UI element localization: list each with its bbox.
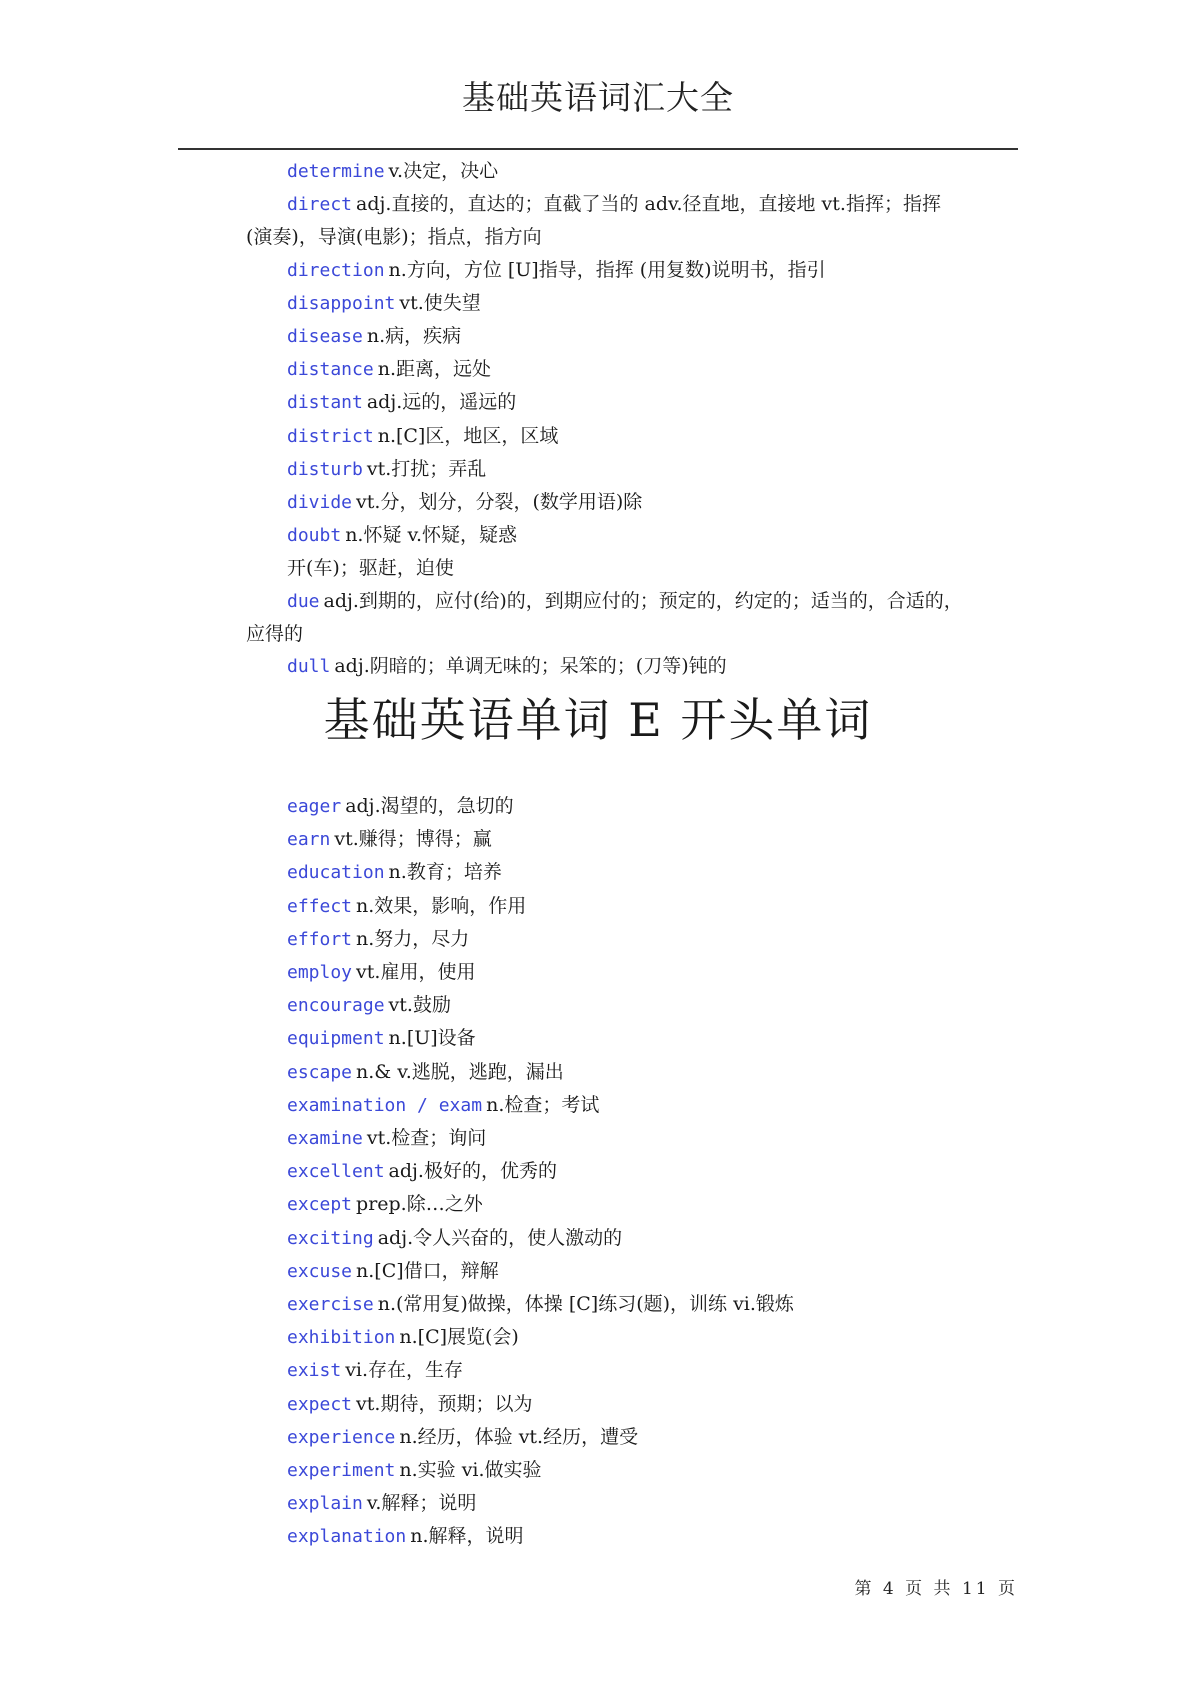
vocab-entry — [246, 1188, 966, 1221]
vocab-definition: vt.分，划分，分裂，(数学用语)除 — [356, 491, 643, 514]
vocab-word: disturb — [287, 458, 363, 480]
vocab-entry — [246, 453, 966, 486]
vocab-definition: adj.远的，遥远的 — [366, 391, 517, 414]
vocab-word: excellent — [287, 1161, 385, 1183]
vocab-word: disease — [287, 326, 363, 348]
vocab-entry — [246, 923, 966, 956]
vocab-entry — [246, 650, 966, 683]
vocab-definition: vt.打扰；弄乱 — [366, 457, 487, 480]
vocab-entry — [246, 552, 966, 584]
vocab-entry — [246, 956, 966, 989]
vocab-definition: n.解释，说明 — [410, 1525, 524, 1548]
page-header-title: 基础英语词汇大全 — [462, 78, 734, 117]
vocab-definition: n.怀疑 v.怀疑，疑惑 — [345, 524, 518, 547]
vocab-definition: 开(车)；驱赶，迫使 — [287, 557, 454, 580]
vocab-word: experience — [287, 1426, 396, 1448]
vocab-entry — [246, 1321, 966, 1354]
vocab-entry — [246, 519, 966, 552]
vocab-word: exist — [287, 1360, 342, 1382]
vocab-definition: vt.鼓励 — [388, 994, 451, 1017]
vocab-entry — [246, 1487, 966, 1520]
vocab-entry — [246, 1421, 966, 1454]
vocab-entry — [246, 155, 966, 188]
vocab-word: district — [287, 425, 374, 447]
vocab-definition: n.[C]借口，辩解 — [356, 1259, 499, 1282]
vocab-definition: n.[U]设备 — [388, 1027, 476, 1050]
vocab-word: employ — [287, 962, 353, 984]
vocab-definition: vt.使失望 — [399, 291, 481, 314]
vocab-entry — [246, 585, 966, 650]
vocab-entry — [246, 420, 966, 453]
vocab-word: doubt — [287, 525, 342, 547]
vocab-entry — [246, 1155, 966, 1188]
vocab-word: excuse — [287, 1260, 353, 1282]
vocab-word: earn — [287, 829, 331, 851]
vocab-entry — [246, 1288, 966, 1321]
vocab-word: effect — [287, 895, 353, 917]
vocab-definition: n.经历，体验 vt.经历，遭受 — [399, 1425, 639, 1448]
vocab-definition: n.效果，影响，作用 — [356, 894, 527, 917]
vocab-definition: n.方向，方位 [U]指导，指挥 (用复数)说明书，指引 — [388, 258, 826, 281]
vocab-entry — [246, 287, 966, 320]
vocab-entry — [246, 386, 966, 419]
vocab-entry — [246, 856, 966, 889]
vocab-word: except — [287, 1194, 353, 1216]
vocab-word: direct — [287, 194, 353, 216]
vocab-entry — [246, 1122, 966, 1155]
section-title: 基础英语单词 E 开头单词 — [323, 693, 873, 747]
vocab-definition: adj.阴暗的；单调无味的；呆笨的；(刀等)钝的 — [334, 655, 727, 678]
vocab-entry — [246, 1354, 966, 1387]
vocab-definition: n.努力，尽力 — [356, 927, 470, 950]
vocab-entry — [246, 254, 966, 287]
vocab-definition: n.[C]展览(会) — [399, 1326, 519, 1349]
vocab-word: eager — [287, 796, 342, 817]
vocab-definition: vt.赚得；博得；赢 — [334, 828, 492, 851]
vocab-definition: v.解释；说明 — [366, 1492, 477, 1515]
vocab-entry — [246, 1022, 966, 1055]
vocab-definition: n.(常用复)做操，体操 [C]练习(题)，训练 vi.锻炼 — [377, 1293, 794, 1316]
vocab-definition: prep.除…之外 — [356, 1193, 483, 1216]
vocab-entry — [246, 1222, 966, 1255]
vocab-word: divide — [287, 492, 353, 514]
vocab-definition: vt.雇用，使用 — [356, 961, 476, 984]
vocab-entry — [246, 188, 966, 253]
vocab-definition: n.实验 vi.做实验 — [399, 1459, 542, 1482]
vocab-entry — [246, 790, 966, 823]
vocab-word: equipment — [287, 1028, 385, 1050]
vocab-word: explain — [287, 1493, 363, 1515]
vocab-word: direction — [287, 259, 385, 281]
vocab-entry — [246, 486, 966, 519]
vocab-definition: adj.到期的，应付(给)的，到期应付的；预定的，约定的；适当的，合适的，应得的 — [246, 589, 963, 645]
vocab-definition: vt.检查；询问 — [366, 1127, 487, 1150]
vocab-word: experiment — [287, 1460, 396, 1482]
vocab-list-d — [246, 155, 966, 683]
vocab-entry — [246, 1454, 966, 1487]
vocab-definition: adj.直接的，直达的；直截了当的 adv.径直地，直接地 vt.指挥；指挥(演奏)，导演(电影)；指点，指方向 — [246, 193, 941, 249]
vocab-word: examination / exam — [287, 1094, 483, 1116]
vocab-word: escape — [287, 1061, 353, 1083]
vocab-word: dull — [287, 656, 331, 678]
vocab-entry — [246, 1520, 966, 1553]
vocab-entry — [246, 1255, 966, 1288]
vocab-entry — [246, 1056, 966, 1089]
vocab-definition: adj.渴望的，急切的 — [345, 795, 514, 817]
vocab-list-e — [246, 790, 966, 1554]
vocab-word: encourage — [287, 995, 385, 1017]
vocab-word: explanation — [287, 1526, 407, 1548]
vocab-entry — [246, 989, 966, 1022]
vocab-word: disappoint — [287, 292, 396, 314]
vocab-definition: n.教育；培养 — [388, 861, 502, 884]
vocab-word: distance — [287, 359, 374, 381]
vocab-entry — [246, 320, 966, 353]
header-divider — [178, 148, 1018, 150]
vocab-definition: vi.存在，生存 — [345, 1359, 464, 1382]
vocab-word: due — [287, 590, 320, 612]
vocab-word: expect — [287, 1393, 353, 1415]
vocab-word: effort — [287, 928, 353, 950]
vocab-definition: v.决定，决心 — [388, 160, 499, 182]
vocab-definition: vt.期待，预期；以为 — [356, 1392, 533, 1415]
vocab-word: education — [287, 862, 385, 884]
vocab-definition: n.距离，远处 — [377, 358, 491, 381]
vocab-word: exciting — [287, 1227, 374, 1249]
vocab-word: distant — [287, 392, 363, 414]
vocab-definition: n.& v.逃脱，逃跑，漏出 — [356, 1060, 564, 1083]
vocab-entry — [246, 890, 966, 923]
vocab-definition: adj.极好的，优秀的 — [388, 1160, 557, 1183]
vocab-word: examine — [287, 1128, 363, 1150]
page-number: 第 4 页 共 11 页 — [854, 1579, 1018, 1599]
vocab-definition: n.检查；考试 — [486, 1093, 600, 1116]
vocab-entry — [246, 353, 966, 386]
vocab-word: exercise — [287, 1294, 374, 1316]
vocab-word: determine — [287, 161, 385, 182]
vocab-entry — [246, 823, 966, 856]
vocab-definition: n.病，疾病 — [366, 325, 462, 348]
vocab-definition: adj.令人兴奋的，使人激动的 — [377, 1226, 623, 1249]
vocab-word: exhibition — [287, 1327, 396, 1349]
vocab-definition: n.[C]区，地区，区域 — [377, 424, 559, 447]
vocab-entry — [246, 1388, 966, 1421]
vocab-entry — [246, 1089, 966, 1122]
